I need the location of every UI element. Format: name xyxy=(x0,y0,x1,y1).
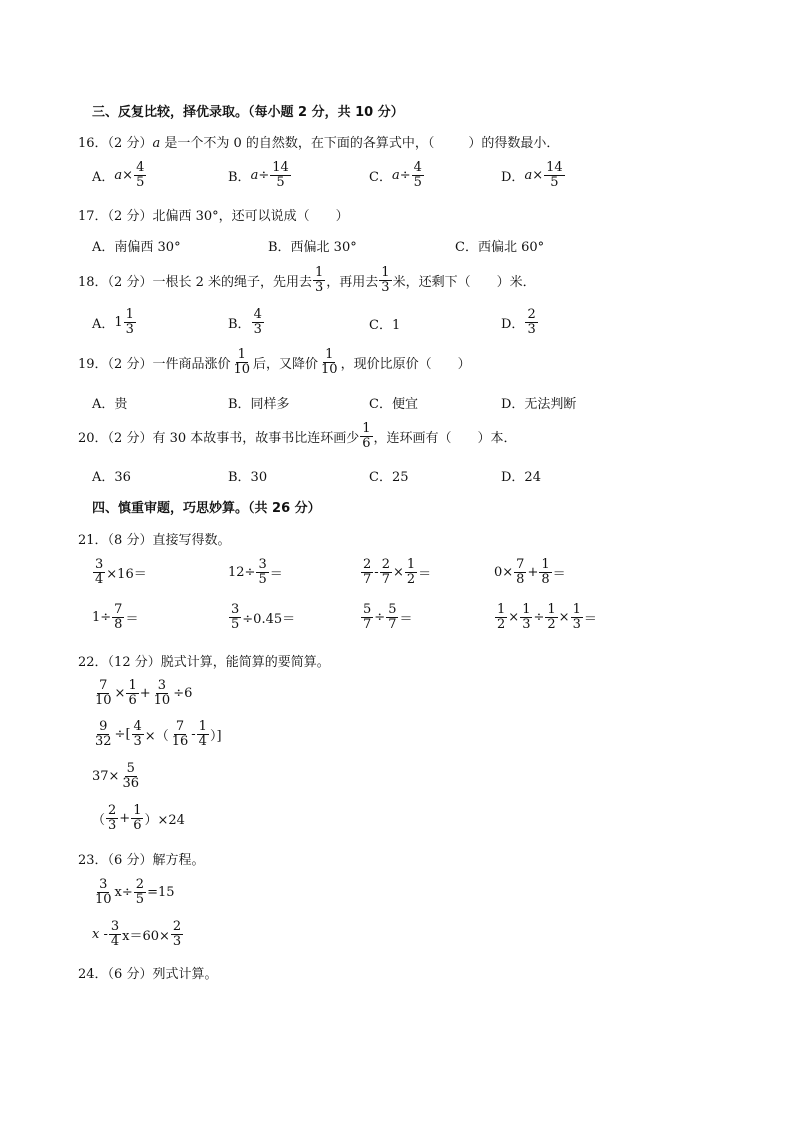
numerator: 2 xyxy=(363,557,372,572)
section-4-heading: 四、慎重审题，巧思妙算。（共 26 分） xyxy=(92,501,321,516)
numerator: 7 xyxy=(516,557,525,572)
whole-number: 1 xyxy=(114,314,123,330)
q18-option-a[interactable] xyxy=(92,308,137,336)
option-label: D． xyxy=(501,316,525,332)
q16-stem-end: ）的得数最小． xyxy=(468,136,560,151)
denominator: 3 xyxy=(381,279,390,295)
denominator: 3 xyxy=(314,279,324,295)
numerator: 2 xyxy=(135,877,145,892)
q19-text-b: 后，又降价 xyxy=(253,356,319,372)
expr-text: =15 xyxy=(147,884,175,900)
q16-option-c[interactable] xyxy=(369,161,425,189)
q21-expr-2 xyxy=(228,558,283,586)
option-var: a xyxy=(524,167,533,183)
fraction xyxy=(520,603,532,631)
question-16-stem xyxy=(78,132,559,151)
fraction xyxy=(229,603,241,631)
numerator: 1 xyxy=(522,602,531,617)
q20-option-b[interactable]: B．30 xyxy=(228,470,268,485)
question-24-stem: 24．（6 分）列式计算。 xyxy=(78,967,218,982)
numerator: 14 xyxy=(546,160,563,175)
denominator: 6 xyxy=(362,435,371,451)
denominator: 10 xyxy=(95,692,112,708)
q18-option-d[interactable] xyxy=(501,308,539,336)
numerator: 2 xyxy=(172,919,182,934)
q21-expr-3 xyxy=(360,558,431,586)
option-op: ÷ xyxy=(258,167,270,183)
q19-option-b[interactable]: B．同样多 xyxy=(228,397,290,412)
q22-line-3 xyxy=(92,762,142,790)
expr-text: x - xyxy=(92,926,108,942)
question-22-stem: 22．（12 分）脱式计算，能简算的要简算。 xyxy=(78,655,330,670)
fraction xyxy=(514,558,526,586)
expr-text: ＝ xyxy=(418,566,432,582)
q19-option-c[interactable]: C．便宜 xyxy=(369,397,418,412)
fraction xyxy=(256,558,268,586)
fraction xyxy=(124,308,136,336)
q21-expr-8 xyxy=(494,603,597,631)
question-19-stem xyxy=(78,348,471,376)
question-21-stem: 21．（8 分）直接写得数。 xyxy=(78,533,231,548)
numerator: 4 xyxy=(253,307,262,322)
q22-line-2 xyxy=(92,720,222,748)
q19-option-a[interactable]: A．贵 xyxy=(92,397,128,412)
q22-line-4 xyxy=(92,804,185,832)
expr-text: ＝ xyxy=(399,611,413,627)
option-label: B． xyxy=(228,316,251,332)
numerator: 1 xyxy=(325,347,334,362)
denominator: 7 xyxy=(381,571,390,587)
fraction xyxy=(495,603,507,631)
fraction xyxy=(170,720,191,748)
option-label: A． xyxy=(92,169,115,185)
fraction xyxy=(109,920,121,948)
q21-expr-1 xyxy=(92,558,147,586)
denominator: 8 xyxy=(541,571,550,587)
option-label: D． xyxy=(501,169,525,185)
numerator: 1 xyxy=(541,557,550,572)
fraction xyxy=(313,266,325,294)
denominator: 7 xyxy=(363,616,372,632)
numerator: 3 xyxy=(95,557,104,572)
option-var: a xyxy=(391,167,400,183)
numerator: 1 xyxy=(381,265,390,280)
fraction xyxy=(126,679,138,707)
q18-text-b: ，再用去 xyxy=(326,274,379,290)
expr-text: ）×24 xyxy=(144,812,185,828)
fraction xyxy=(93,720,114,748)
numerator: 7 xyxy=(99,678,108,693)
q17-option-b[interactable]: B．西偏北 30° xyxy=(268,240,357,255)
denominator: 5 xyxy=(135,891,145,907)
numerator: 7 xyxy=(175,719,185,734)
denominator: 8 xyxy=(114,616,123,632)
denominator: 8 xyxy=(516,571,525,587)
expr-text: 12÷ xyxy=(228,564,256,580)
q21-expr-7 xyxy=(360,603,412,631)
q16-number: 16．（2 分） xyxy=(78,136,153,151)
option-op: ÷ xyxy=(399,167,411,183)
numerator: 3 xyxy=(157,678,167,693)
numerator: 2 xyxy=(381,557,390,572)
q23-equation-1 xyxy=(92,878,175,906)
operator: - xyxy=(191,726,196,742)
q16-stem-text: 是一个不为 0 的自然数，在下面的各算式中，（ xyxy=(160,136,435,151)
denominator: 5 xyxy=(231,616,240,632)
numerator: 1 xyxy=(362,421,371,436)
expr-text: ×16＝ xyxy=(106,566,147,582)
numerator: 2 xyxy=(108,803,117,818)
denominator: 10 xyxy=(321,361,338,377)
question-23-stem: 23．（6 分）解方程。 xyxy=(78,853,205,868)
denominator: 4 xyxy=(110,933,120,949)
denominator: 10 xyxy=(95,891,112,907)
numerator: 1 xyxy=(572,602,581,617)
denominator: 4 xyxy=(95,571,104,587)
q16-var: a xyxy=(152,136,161,151)
fraction xyxy=(132,720,144,748)
numerator: 1 xyxy=(128,678,137,693)
operator: × xyxy=(392,564,404,580)
numerator: 5 xyxy=(388,602,397,617)
q20-option-d[interactable]: D．24 xyxy=(501,470,541,485)
q18-text-a: 18．（2 分）一根长 2 米的绳子，先用去 xyxy=(78,274,312,290)
numerator: 1 xyxy=(237,347,246,362)
option-label: C． xyxy=(369,169,392,185)
fraction xyxy=(539,558,551,586)
q21-expr-6 xyxy=(228,603,295,631)
expr-text: 37× xyxy=(92,768,120,784)
denominator: 3 xyxy=(253,321,262,337)
operator: ÷ xyxy=(374,609,386,625)
denominator: 7 xyxy=(388,616,397,632)
question-20-stem xyxy=(78,422,517,450)
denominator: 6 xyxy=(128,692,137,708)
numerator: 7 xyxy=(114,602,123,617)
option-label: A． xyxy=(92,316,115,332)
fraction xyxy=(544,161,565,189)
operator: × xyxy=(558,609,570,625)
fraction xyxy=(197,720,209,748)
expr-text: ）] xyxy=(209,728,222,744)
denominator: 3 xyxy=(108,817,117,833)
operator: + xyxy=(527,564,539,580)
denominator: 7 xyxy=(363,571,372,587)
expr-text: ＝ xyxy=(269,566,283,582)
numerator: 1 xyxy=(125,307,134,322)
q20-option-a[interactable]: A．36 xyxy=(92,470,131,485)
q23-equation-2 xyxy=(92,920,184,948)
fraction xyxy=(361,558,373,586)
q17-option-a[interactable]: A．南偏西 30° xyxy=(92,240,181,255)
numerator: 2 xyxy=(527,307,536,322)
denominator: 3 xyxy=(125,321,134,337)
expr-text: ×（ xyxy=(144,728,169,744)
q21-expr-5 xyxy=(92,603,138,631)
numerator: 3 xyxy=(110,919,120,934)
operator: × xyxy=(508,609,520,625)
fraction xyxy=(134,161,146,189)
expr-text: x＝60× xyxy=(122,928,170,944)
denominator: 10 xyxy=(233,361,250,377)
q18-text-c: 米，还剩下（ ）米． xyxy=(392,274,536,290)
expr-text: ＝ xyxy=(552,566,566,582)
q20-text-a: 20．（2 分）有 30 本故事书，故事书比连环画少 xyxy=(78,430,360,446)
denominator: 3 xyxy=(172,933,182,949)
q19-text-a: 19．（2 分）一件商品涨价 xyxy=(78,356,231,372)
denominator: 36 xyxy=(122,775,139,791)
expr-text: 0× xyxy=(494,564,514,580)
expr-text: ＝ xyxy=(125,611,139,627)
operator: ÷ xyxy=(533,609,545,625)
numerator: 1 xyxy=(198,719,207,734)
denominator: 5 xyxy=(136,174,145,190)
numerator: 5 xyxy=(363,602,372,617)
numerator: 1 xyxy=(406,557,416,572)
denominator: 5 xyxy=(276,174,285,190)
q18-option-c[interactable]: C．1 xyxy=(369,318,401,333)
numerator: 4 xyxy=(136,160,145,175)
question-18-stem xyxy=(78,266,536,294)
numerator: 1 xyxy=(497,602,506,617)
numerator: 3 xyxy=(99,877,108,892)
fraction xyxy=(270,161,291,189)
fraction xyxy=(93,558,105,586)
fraction xyxy=(386,603,398,631)
denominator: 6 xyxy=(133,817,142,833)
denominator: 32 xyxy=(95,733,112,749)
q18-option-b[interactable] xyxy=(228,308,265,336)
denominator: 16 xyxy=(171,733,189,749)
numerator: 3 xyxy=(258,557,267,572)
operator: + xyxy=(119,810,131,826)
fraction xyxy=(120,762,141,790)
fraction xyxy=(412,161,424,189)
denominator: 2 xyxy=(406,571,416,587)
fraction xyxy=(571,603,583,631)
q19-option-d[interactable]: D．无法判断 xyxy=(501,397,577,412)
fraction xyxy=(171,920,183,948)
numerator: 1 xyxy=(547,602,556,617)
denominator: 3 xyxy=(572,616,581,632)
expr-text: ÷[ xyxy=(114,726,131,742)
expr-text: ÷6 xyxy=(173,685,193,701)
option-op: × xyxy=(532,167,544,183)
fraction xyxy=(152,679,173,707)
denominator: 3 xyxy=(527,321,536,337)
q16-option-b[interactable] xyxy=(228,161,292,189)
q20-option-c[interactable]: C．25 xyxy=(369,470,409,485)
fraction xyxy=(380,558,392,586)
fraction xyxy=(252,308,264,336)
q16-option-a[interactable] xyxy=(92,161,147,189)
denominator: 3 xyxy=(133,733,142,749)
numerator: 1 xyxy=(133,803,142,818)
q21-expr-4 xyxy=(494,558,566,586)
numerator: 4 xyxy=(413,160,422,175)
operator: × xyxy=(114,685,126,701)
numerator: 4 xyxy=(133,719,142,734)
denominator: 4 xyxy=(198,733,207,749)
fraction xyxy=(360,422,372,450)
fraction xyxy=(131,804,143,832)
fraction xyxy=(379,266,391,294)
option-var: a xyxy=(250,167,259,183)
numerator: 14 xyxy=(272,160,289,175)
fraction xyxy=(106,804,118,832)
fraction xyxy=(545,603,557,631)
q19-text-c: ，现价比原价（ ） xyxy=(340,356,471,372)
fraction xyxy=(93,878,114,906)
fraction xyxy=(319,348,340,376)
numerator: 3 xyxy=(231,602,240,617)
q22-line-1 xyxy=(92,679,192,707)
denominator: 2 xyxy=(497,616,506,632)
denominator: 5 xyxy=(413,174,422,190)
operator: + xyxy=(139,685,151,701)
expr-text: ＝ xyxy=(583,611,597,627)
numerator: 1 xyxy=(314,265,324,280)
denominator: 5 xyxy=(550,174,559,190)
expr-text: x÷ xyxy=(114,884,133,900)
fraction xyxy=(112,603,124,631)
option-var: a xyxy=(114,167,123,183)
denominator: 10 xyxy=(153,692,171,708)
operator: - xyxy=(374,564,379,580)
fraction xyxy=(134,878,146,906)
expr-text: （ xyxy=(92,812,106,828)
option-label: B． xyxy=(228,169,251,185)
section-3-heading: 三、反复比较，择优录取。（每小题 2 分，共 10 分） xyxy=(92,105,404,120)
fraction xyxy=(93,679,114,707)
expr-text: 1÷ xyxy=(92,609,112,625)
q17-option-c[interactable]: C．西偏北 60° xyxy=(455,240,545,255)
fraction xyxy=(231,348,252,376)
fraction xyxy=(361,603,373,631)
question-17-stem: 17．（2 分）北偏西 30°，还可以说成（ ） xyxy=(78,209,349,224)
denominator: 5 xyxy=(258,571,267,587)
option-op: × xyxy=(122,167,134,183)
expr-text: ÷0.45＝ xyxy=(242,611,296,627)
q16-option-d[interactable] xyxy=(501,161,566,189)
denominator: 3 xyxy=(522,616,531,632)
numerator: 5 xyxy=(126,761,135,776)
fraction xyxy=(525,308,537,336)
fraction xyxy=(405,558,417,586)
numerator: 9 xyxy=(99,719,108,734)
denominator: 2 xyxy=(547,616,556,632)
q20-text-b: ，连环画有（ ）本． xyxy=(373,430,517,446)
